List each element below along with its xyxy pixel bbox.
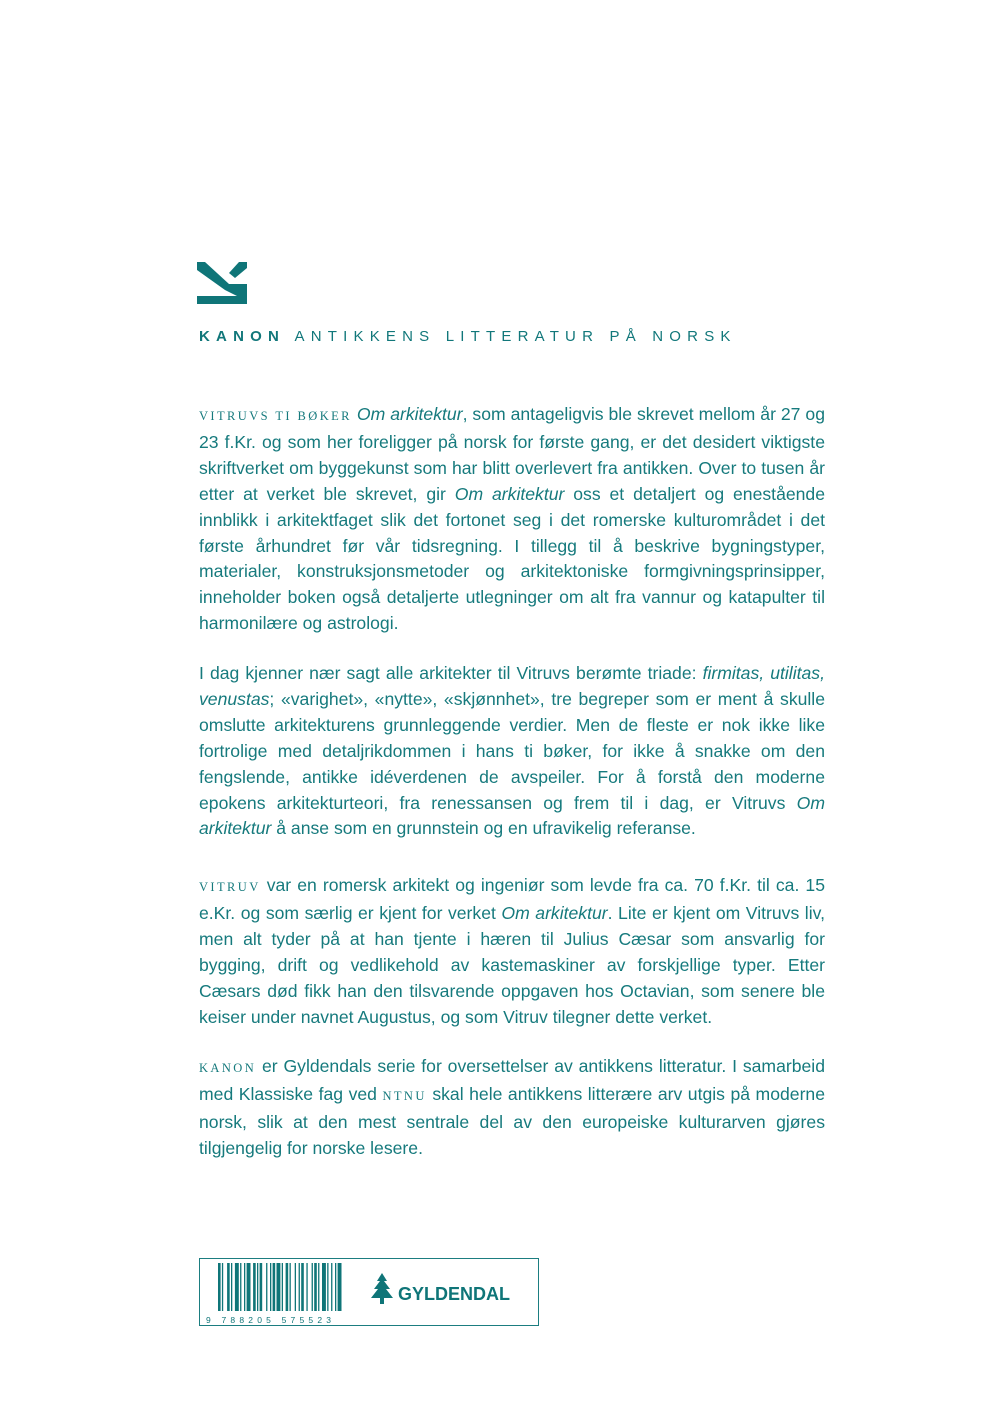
series-name: KANON xyxy=(199,328,285,345)
book-title: Om arkitektur xyxy=(356,404,463,424)
paragraph-text: . Lite er kjent om Vitruvs liv, men alt tyder på at han tjente i hæren til Julius Cæsar som ansvarlig for bygging, drift og vedlikehold av kastemaskiner av forskjellige typer. Etter Cæsars død fikk han den tilsvarende oppgaven hos Octavian, som senere ble keiser under navnet Augustus, og som Vitruv tilegner dette verket. xyxy=(199,902,825,1027)
paragraph-text: ; «varighet», «nytte», «skjønnhet», tre begreper som er ment å skulle omslutte arkitekturens grunnleggende verdier. Men de fleste er nok ikke like fortrolige med detaljrikdommen i hans ti bøker, for ikke å snakke om den fengslende, antikke idéverdenen de avspeiler. For å forstå den moderne epokens arkitekturteori, fra renessansen og frem til i dag, er Vitruvs xyxy=(199,688,825,813)
barcode-bar xyxy=(231,1263,232,1311)
paragraph-text: oss et detaljert og enestående innblikk i arkitektfaget slik det fortonet seg i det romerske kulturområdet i det første århundret før vår tidsregning. I tillegg til å beskrive bygningstyper, materialer, konstruksjonsmetoder og arkitektoniske formgivningsprinsipper, inneholder boken også detaljerte utlegninger om alt fra vannur og katapulter til harmonilære og astrologi. xyxy=(199,483,825,634)
barcode-bar xyxy=(235,1263,239,1311)
book-title: Om arkitektur xyxy=(454,483,565,504)
barcode-bar xyxy=(290,1263,291,1311)
book-title: Om arkitektur xyxy=(199,792,825,839)
barcode-bar xyxy=(260,1263,263,1311)
barcode-bars xyxy=(218,1263,342,1311)
paragraph-intro xyxy=(199,402,825,637)
barcode-bar xyxy=(318,1263,319,1311)
barcode-bar xyxy=(218,1263,221,1311)
barcode-bar xyxy=(295,1263,296,1311)
barcode-bar xyxy=(244,1263,245,1311)
barcode-bar xyxy=(227,1263,230,1311)
paragraph-text: skal hele antikkens litterære arv utgis på moderne norsk, slik at den mest sentrale del av den europeiske kulturarven gjøres tilgjengelig for norske lesere. xyxy=(199,1083,825,1158)
barcode-box xyxy=(199,1258,539,1326)
barcode-bar xyxy=(331,1263,332,1311)
paragraph-text: var en romersk arkitekt og ingeniør som levde fra ca. 70 f.Kr. til ca. 15 e.Kr. og som særlig er kjent for verket xyxy=(199,875,825,923)
publisher-name: GYLDENDAL xyxy=(398,1284,510,1304)
barcode-bar xyxy=(322,1263,326,1311)
lead-kanon: KANON xyxy=(199,1061,257,1075)
barcode-bar xyxy=(277,1263,281,1311)
triad-terms: firmitas, utilitas, venustas xyxy=(199,663,825,709)
barcode-bar xyxy=(299,1263,300,1311)
barcode-bar xyxy=(253,1263,256,1311)
paragraph-vitruv-bio xyxy=(199,873,825,1030)
barcode-bar xyxy=(301,1263,304,1311)
ntnu-abbr: NTNU xyxy=(382,1088,427,1103)
barcode-bar xyxy=(335,1263,336,1311)
kanon-k-logo-icon xyxy=(197,262,247,304)
barcode-bar xyxy=(286,1263,289,1311)
paragraph-text: å anse som en grunnstein og en ufravikelig referanse. xyxy=(271,818,696,839)
series-title xyxy=(199,328,737,345)
barcode-bar xyxy=(273,1263,276,1311)
barcode-bar xyxy=(247,1263,251,1311)
paragraph-text: I dag kjenner nær sagt alle arkitekter til Vitruvs berømte triade: xyxy=(199,663,703,683)
series-subtitle: ANTIKKENS LITTERATUR PÅ NORSK xyxy=(294,328,737,345)
barcode-bar xyxy=(222,1263,223,1311)
barcode-bar xyxy=(257,1263,258,1311)
paragraph-kanon-series xyxy=(199,1054,825,1162)
barcode-bar xyxy=(306,1263,307,1311)
barcode-bar xyxy=(314,1263,317,1311)
barcode-bar xyxy=(312,1263,313,1311)
barcode-bar xyxy=(338,1263,342,1311)
pine-tree-icon xyxy=(371,1273,393,1304)
barcode-digits: 9 788205 575523 xyxy=(206,1315,336,1325)
paragraph-text: , som antageligvis ble skrevet mellom år 27 og 23 f.Kr. og som her foreligger på norsk for første gang, er det desidert viktigste skriftverket om byggekunst som har blitt overlevert fra antikken. Over to tusen år etter at verket ble skrevet, gir xyxy=(199,404,825,504)
lead-vitruv: VITRUV xyxy=(199,880,261,894)
barcode-bar xyxy=(327,1263,328,1311)
barcode-bar xyxy=(240,1263,241,1311)
barcode-bar xyxy=(266,1263,267,1311)
paragraph-text: er Gyldendals serie for oversettelser av antikkens litteratur. I samarbeid med Klassiske fag ved xyxy=(199,1056,825,1104)
lead-vitruvs-ti-boker: VITRUVS TI BØKER xyxy=(199,409,352,423)
barcode-bar xyxy=(282,1263,283,1311)
paragraph-triad xyxy=(199,661,825,842)
barcode-bar xyxy=(270,1263,271,1311)
book-title: Om arkitektur xyxy=(501,902,608,923)
barcode-svg xyxy=(200,1259,540,1327)
